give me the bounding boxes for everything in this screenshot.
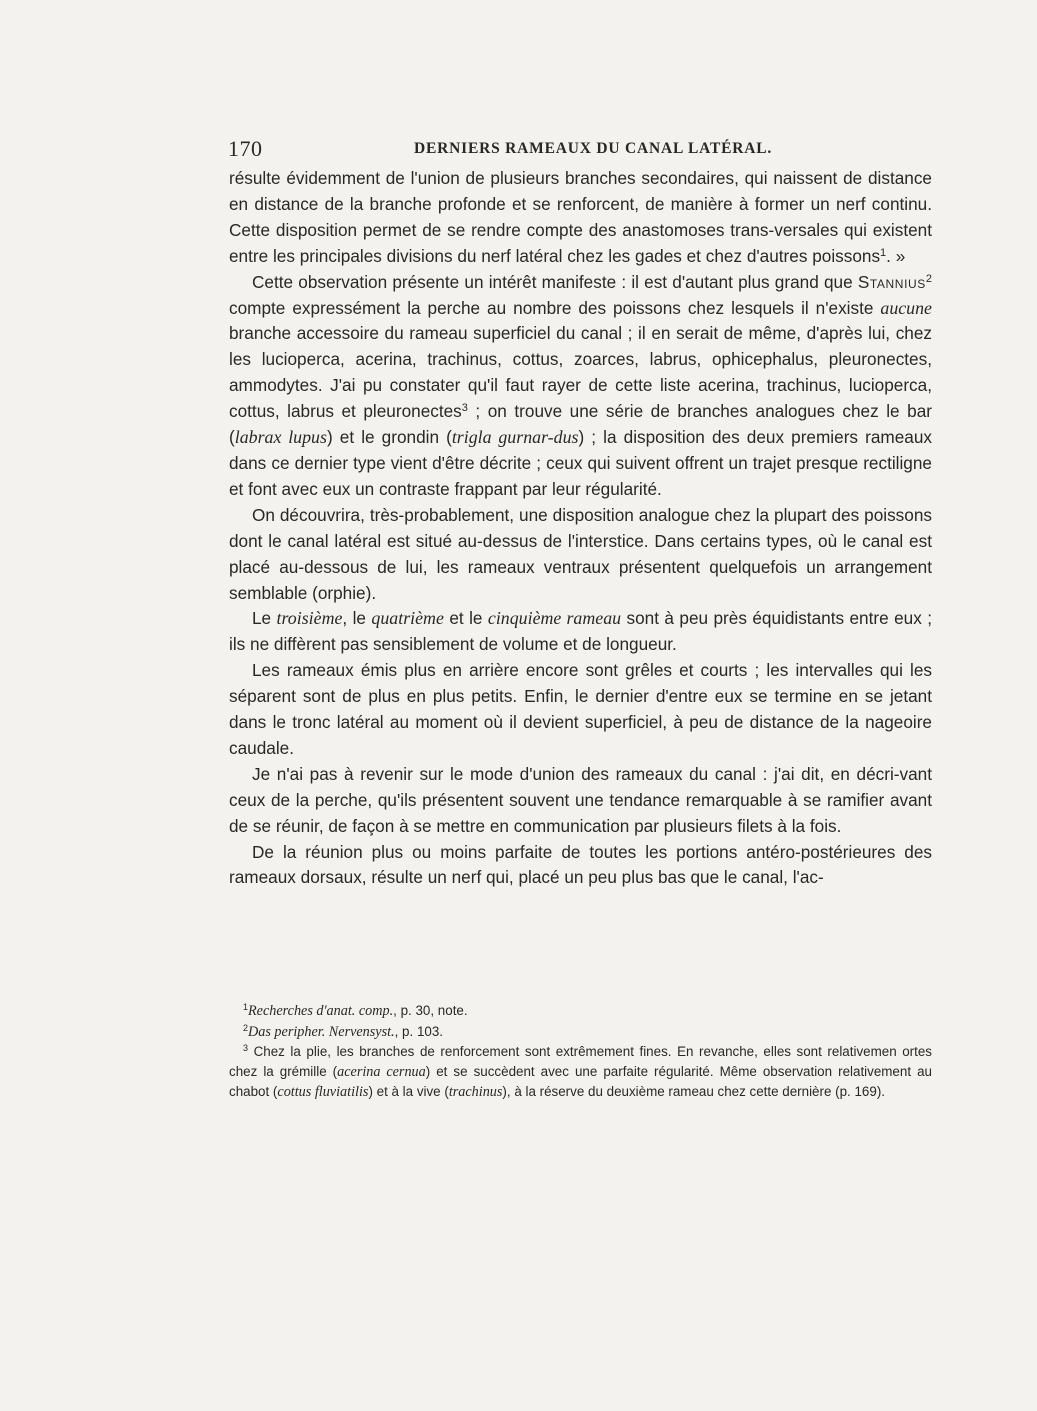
main-text <box>229 166 932 891</box>
footnote-ref: 3 <box>461 402 468 415</box>
footnote-ref: 2 <box>925 272 932 285</box>
footnote-ref: 1 <box>880 246 887 259</box>
paragraph-7: De la réunion plus ou moins parfaite de toutes les portions antéro-postérieures des rameaux dorsaux, résulte un nerf qui, placé un peu plus bas que le canal, l'ac- <box>229 841 932 888</box>
paragraph-4: Le troisième, le quatrième et le cinquième rameau sont à peu près équidistants entre eux ; ils ne diffèrent pas sensiblement de volume et de longueur. <box>229 608 932 655</box>
author-name: Stannius <box>857 271 926 292</box>
paragraph-2: Cette observation présente un intérêt manifeste : il est d'autant plus grand que Stannius$^2$ compte expressément la perche au nombre des poissons chez lesquels il n'existe aucune branche accessoire du rameau superficiel du canal ; il en serait de même, d'après lui, chez les lucioperca, acerina, trachinus, cottus, zoarces, labrus, ophicephalus, pleuronectes, ammodytes. J'ai pu constater qu'il faut rayer de cette liste acerina, trachinus, lucioperca, cottus, labrus et pleuronectes$^3$ ; on trouve une série de branches analogues chez le bar (labrax lupus) et le grondin (trigla gurnar-dus) ; la disposition des deux premiers rameaux dans ce dernier type vient d'être décrite ; ceux qui suivent offrent un trajet presque rectiligne et font avec eux un contraste frappant par leur régularité. <box>229 271 932 499</box>
page-number: 170 <box>228 136 263 161</box>
paragraph-3: On découvrira, très-probablement, une disposition analogue chez la plupart des poissons dont le canal latéral est situé au-dessus de l'interstice. Dans certains types, où le canal est placé au-dessous de lui, les rameaux ventraux présentent quelquefois un arrangement semblable (orphie). <box>229 504 932 603</box>
footnote-1: $^1$Recherches d'anat. comp., p. 30, note. <box>243 1002 468 1019</box>
paragraph-1: résulte évidemment de l'union de plusieurs branches secondaires, qui naissent de distance en distance de la branche profonde et se renforcent, de manière à former un nerf continu. Cette disposition permet de se rendre compte des anastomoses trans-versales qui existent entre les principales divisions du nerf latéral chez les gades et chez d'autres poissons$^1$. » <box>229 168 932 266</box>
footnote-3: $^3$ Chez la plie, les branches de renforcement sont extrêmement fines. En revanche, elles sont relativemen ortes chez la grémille (acerina cernua) et se succèdent avec une parfaite régularité. Même observation relativement au chabot (cottus fluviatilis) et à la vive (trachinus), à la réserve du deuxième rameau chez cette dernière (p. 169). <box>229 1043 932 1100</box>
running-title: DERNIERS RAMEAUX DU CANAL LATÉRAL. <box>414 140 773 157</box>
paragraph-6: Je n'ai pas à revenir sur le mode d'union des rameaux du canal : j'ai dit, en décri-vant ceux de la perche, qu'ils présentent souvent une tendance remarquable à se ramifier avant de se réunir, de façon à se mettre en communication par plusieurs filets à la fois. <box>229 763 932 836</box>
footnote-2: $^2$Das peripher. Nervensyst., p. 103. <box>243 1022 444 1040</box>
footnotes <box>229 1001 932 1103</box>
page-header <box>228 136 932 164</box>
paragraph-5: Les rameaux émis plus en arrière encore sont grêles et courts ; les intervalles qui les séparent sont de plus en plus petits. Enfin, le dernier d'entre eux se termine en se jetant dans le tronc latéral au moment où il devient superficiel, à peu de distance de la nageoire caudale. <box>229 660 932 758</box>
